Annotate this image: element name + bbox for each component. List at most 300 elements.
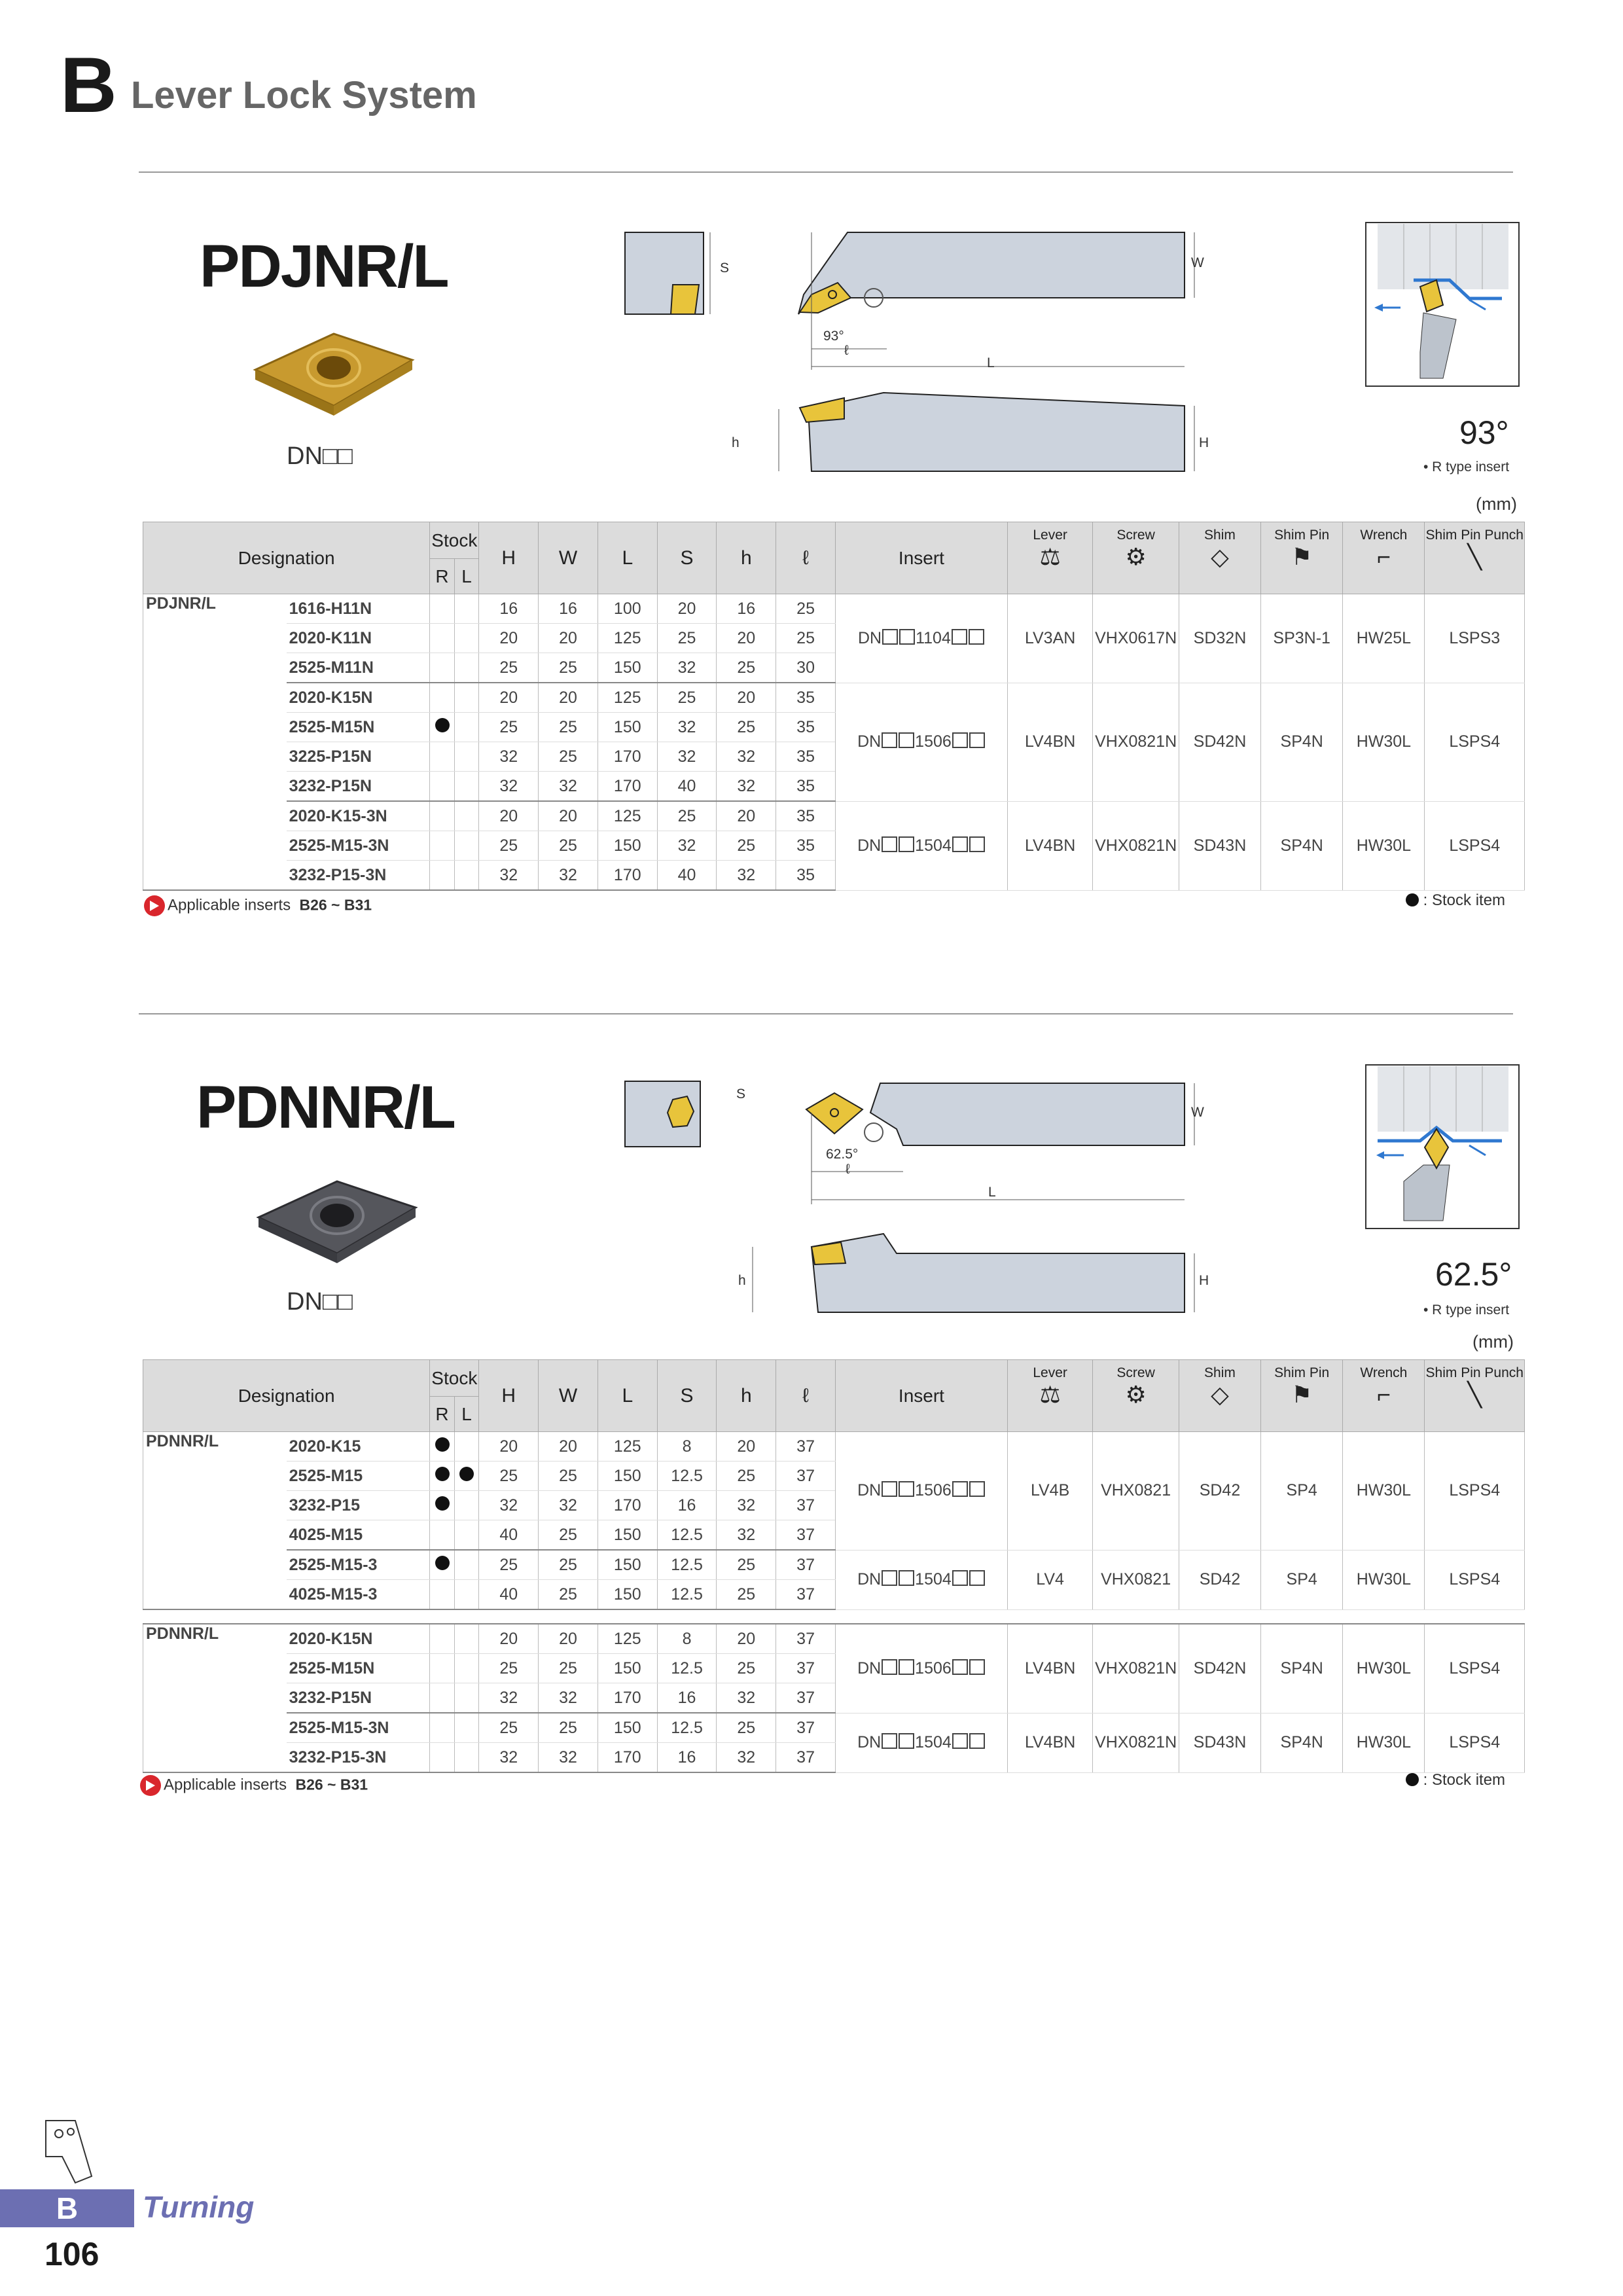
shim-icon: ◇ bbox=[1211, 543, 1229, 570]
stock-r bbox=[430, 1654, 455, 1683]
dim-W: W bbox=[1191, 1105, 1204, 1120]
designation-code: 3232-P15-3N bbox=[287, 861, 430, 891]
arrow-right-icon bbox=[140, 1775, 161, 1796]
dim-value: 32 bbox=[479, 772, 539, 802]
insert-type-label: DN□□ bbox=[287, 1288, 353, 1316]
col-stock-l: L bbox=[454, 1397, 479, 1432]
stock-l bbox=[454, 1520, 479, 1551]
stock-dot-icon bbox=[435, 1467, 450, 1481]
applicable-inserts-note: Applicable inserts B26 ~ B31 bbox=[140, 1775, 368, 1796]
dim-value: 12.5 bbox=[657, 1550, 717, 1580]
dim-value: 25 bbox=[717, 653, 776, 683]
dim-value: 32 bbox=[717, 1683, 776, 1713]
dim-value: 32 bbox=[479, 861, 539, 891]
col-wrench: Wrench ⌐ bbox=[1343, 522, 1425, 594]
divider bbox=[139, 1013, 1513, 1014]
wrench-icon: ⌐ bbox=[1376, 1381, 1391, 1408]
dim-W: W bbox=[1191, 255, 1204, 270]
dim-value: 16 bbox=[479, 594, 539, 624]
lever-icon: ⚖ bbox=[1039, 543, 1061, 570]
dim-value: 20 bbox=[539, 683, 598, 713]
col-h: h bbox=[717, 522, 776, 594]
dim-value: 8 bbox=[657, 1432, 717, 1462]
col-W: W bbox=[539, 522, 598, 594]
family-name: PDJNR/L bbox=[143, 594, 287, 891]
insert-cell: DN 1504 bbox=[835, 1713, 1007, 1772]
wrench-cell: HW30L bbox=[1343, 683, 1425, 801]
shim-cell: SD43N bbox=[1179, 1713, 1260, 1772]
dim-value: 150 bbox=[597, 1462, 657, 1491]
dim-value: 32 bbox=[717, 1743, 776, 1773]
screw-cell: VHX0821N bbox=[1093, 683, 1179, 801]
designation-code: 2525-M11N bbox=[287, 653, 430, 683]
stock-r bbox=[430, 653, 455, 683]
insert-cell: DN 1506 bbox=[835, 1624, 1007, 1713]
col-screw: Screw ⚙ bbox=[1093, 1360, 1179, 1432]
dim-value: 20 bbox=[479, 1432, 539, 1462]
dim-value: 25 bbox=[479, 1462, 539, 1491]
insert-cell: DN 1506 bbox=[835, 1432, 1007, 1551]
table-spacer bbox=[143, 1609, 1525, 1624]
dim-l: ℓ bbox=[844, 343, 849, 358]
designation-code: 1616-H11N bbox=[287, 594, 430, 624]
wrench-cell: HW30L bbox=[1343, 801, 1425, 890]
toolholder-thumbnail-icon bbox=[39, 2117, 98, 2186]
punch-cell: LSPS4 bbox=[1425, 1432, 1525, 1551]
dim-value: 20 bbox=[717, 683, 776, 713]
stock-l bbox=[454, 801, 479, 831]
punch-cell: LSPS3 bbox=[1425, 594, 1525, 683]
shim-pin-icon: ⚑ bbox=[1291, 543, 1313, 570]
dim-value: 25 bbox=[539, 1654, 598, 1683]
designation-code: 3232-P15 bbox=[287, 1491, 430, 1520]
stock-l bbox=[454, 1624, 479, 1654]
col-l: ℓ bbox=[776, 1360, 836, 1432]
dim-value: 37 bbox=[776, 1432, 836, 1462]
stock-dot-icon bbox=[459, 1467, 474, 1481]
table-row bbox=[143, 1713, 1525, 1743]
dim-value: 32 bbox=[657, 653, 717, 683]
punch-icon: ╲ bbox=[1467, 543, 1482, 570]
stock-r bbox=[430, 742, 455, 772]
angle-label-small: 93° bbox=[823, 329, 844, 344]
dim-value: 32 bbox=[717, 861, 776, 891]
designation-code: 2525-M15N bbox=[287, 713, 430, 742]
stock-r bbox=[430, 1491, 455, 1520]
designation-code: 2020-K11N bbox=[287, 624, 430, 653]
dim-value: 25 bbox=[539, 713, 598, 742]
dim-value: 170 bbox=[597, 772, 657, 802]
shim-pin-cell: SP3N-1 bbox=[1261, 594, 1343, 683]
lever-cell: LV4B bbox=[1007, 1432, 1092, 1551]
designation-code: 2020-K15N bbox=[287, 1624, 430, 1654]
toolholder-drawing-pdnnr bbox=[622, 1073, 1224, 1335]
wrench-cell: HW30L bbox=[1343, 1624, 1425, 1713]
family-name: PDNNR/L bbox=[143, 1624, 287, 1772]
wrench-cell: HW30L bbox=[1343, 1713, 1425, 1772]
col-lever: Lever ⚖ bbox=[1007, 522, 1092, 594]
punch-cell: LSPS4 bbox=[1425, 801, 1525, 890]
designation-code: 2020-K15 bbox=[287, 1432, 430, 1462]
dim-value: 150 bbox=[597, 831, 657, 861]
angle-label-small: 62.5° bbox=[826, 1147, 859, 1162]
stock-l bbox=[454, 1713, 479, 1743]
dim-value: 37 bbox=[776, 1654, 836, 1683]
shim-cell: SD42N bbox=[1179, 1624, 1260, 1713]
designation-code: 3232-P15N bbox=[287, 1683, 430, 1713]
lever-cell: LV3AN bbox=[1007, 594, 1092, 683]
dim-value: 40 bbox=[657, 861, 717, 891]
dim-value: 32 bbox=[717, 772, 776, 802]
col-l: ℓ bbox=[776, 522, 836, 594]
stock-r bbox=[430, 772, 455, 802]
dim-value: 25 bbox=[776, 594, 836, 624]
dim-value: 125 bbox=[597, 1432, 657, 1462]
dim-value: 170 bbox=[597, 861, 657, 891]
screw-cell: VHX0821N bbox=[1093, 1713, 1179, 1772]
stock-r bbox=[430, 861, 455, 891]
r-type-note: • R type insert bbox=[1423, 459, 1510, 475]
lever-icon: ⚖ bbox=[1039, 1381, 1061, 1408]
designation-code: 3232-P15-3N bbox=[287, 1743, 430, 1773]
col-designation: Designation bbox=[143, 1360, 430, 1432]
col-stock-r: R bbox=[430, 559, 455, 594]
stock-dot-icon bbox=[1406, 1773, 1419, 1786]
dim-value: 37 bbox=[776, 1743, 836, 1773]
dim-value: 25 bbox=[479, 653, 539, 683]
dim-h: h bbox=[732, 435, 740, 450]
dim-value: 32 bbox=[657, 713, 717, 742]
dim-L: L bbox=[987, 355, 995, 370]
shim-cell: SD42 bbox=[1179, 1432, 1260, 1551]
stock-r bbox=[430, 1462, 455, 1491]
page-number: 106 bbox=[45, 2236, 99, 2272]
dim-value: 32 bbox=[539, 861, 598, 891]
stock-dot-icon bbox=[1406, 893, 1419, 906]
shim-cell: SD43N bbox=[1179, 801, 1260, 890]
dim-value: 32 bbox=[657, 831, 717, 861]
shim-pin-icon: ⚑ bbox=[1291, 1381, 1313, 1408]
dim-value: 25 bbox=[717, 1713, 776, 1743]
r-type-note: • R type insert bbox=[1423, 1302, 1510, 1318]
col-S: S bbox=[657, 1360, 717, 1432]
screw-icon: ⚙ bbox=[1125, 543, 1147, 570]
dim-value: 170 bbox=[597, 1491, 657, 1520]
lever-cell: LV4BN bbox=[1007, 801, 1092, 890]
dim-value: 16 bbox=[717, 594, 776, 624]
shim-cell: SD32N bbox=[1179, 594, 1260, 683]
stock-legend: : Stock item bbox=[1406, 891, 1505, 910]
dim-value: 37 bbox=[776, 1550, 836, 1580]
dim-value: 40 bbox=[479, 1520, 539, 1551]
dim-value: 25 bbox=[479, 1713, 539, 1743]
dim-value: 20 bbox=[717, 624, 776, 653]
family-name: PDNNR/L bbox=[143, 1432, 287, 1610]
stock-dot-icon bbox=[435, 718, 450, 732]
shim-cell: SD42 bbox=[1179, 1550, 1260, 1609]
col-W: W bbox=[539, 1360, 598, 1432]
dim-value: 125 bbox=[597, 624, 657, 653]
dim-value: 170 bbox=[597, 1683, 657, 1713]
applicable-inserts-note: Applicable inserts B26 ~ B31 bbox=[144, 895, 372, 916]
dim-value: 12.5 bbox=[657, 1462, 717, 1491]
shim-pin-cell: SP4 bbox=[1261, 1432, 1343, 1551]
punch-icon: ╲ bbox=[1467, 1381, 1482, 1408]
section-name: Turning bbox=[143, 2190, 255, 2224]
dim-l: ℓ bbox=[846, 1162, 850, 1177]
dim-value: 25 bbox=[657, 683, 717, 713]
spec-table-pdnnr bbox=[143, 1359, 1525, 1773]
insert-cell: DN 1506 bbox=[835, 683, 1007, 801]
dim-value: 16 bbox=[657, 1743, 717, 1773]
table-row bbox=[143, 801, 1525, 831]
dim-value: 35 bbox=[776, 742, 836, 772]
approach-angle: 93° bbox=[1459, 414, 1509, 451]
dim-value: 20 bbox=[539, 1624, 598, 1654]
designation-code: 2525-M15N bbox=[287, 1654, 430, 1683]
lever-cell: LV4 bbox=[1007, 1550, 1092, 1609]
col-L: L bbox=[597, 1360, 657, 1432]
dim-value: 40 bbox=[479, 1580, 539, 1610]
dim-value: 32 bbox=[479, 1491, 539, 1520]
dim-value: 35 bbox=[776, 772, 836, 802]
stock-r bbox=[430, 1520, 455, 1551]
dim-h: h bbox=[738, 1273, 746, 1288]
shim-cell: SD42N bbox=[1179, 683, 1260, 801]
dim-value: 16 bbox=[539, 594, 598, 624]
dim-value: 12.5 bbox=[657, 1520, 717, 1551]
dim-value: 37 bbox=[776, 1520, 836, 1551]
table-row bbox=[143, 1550, 1525, 1580]
dim-value: 25 bbox=[539, 1580, 598, 1610]
dim-value: 20 bbox=[539, 801, 598, 831]
dim-value: 25 bbox=[717, 713, 776, 742]
shim-pin-cell: SP4N bbox=[1261, 1624, 1343, 1713]
dim-value: 25 bbox=[539, 1520, 598, 1551]
dim-value: 40 bbox=[657, 772, 717, 802]
col-stock-r: R bbox=[430, 1397, 455, 1432]
stock-r bbox=[430, 1580, 455, 1610]
shim-pin-cell: SP4N bbox=[1261, 801, 1343, 890]
dim-value: 20 bbox=[539, 1432, 598, 1462]
dim-value: 35 bbox=[776, 713, 836, 742]
col-L: L bbox=[597, 522, 657, 594]
designation-code: 2525-M15-3N bbox=[287, 831, 430, 861]
shim-pin-cell: SP4 bbox=[1261, 1550, 1343, 1609]
table-row bbox=[143, 1432, 1525, 1462]
dim-value: 25 bbox=[479, 1550, 539, 1580]
stock-dot-icon bbox=[435, 1496, 450, 1511]
punch-cell: LSPS4 bbox=[1425, 1713, 1525, 1772]
dim-L: L bbox=[988, 1185, 996, 1200]
dim-value: 150 bbox=[597, 1550, 657, 1580]
cutting-diagram-pdnnr bbox=[1364, 1064, 1522, 1230]
dim-value: 30 bbox=[776, 653, 836, 683]
stock-l bbox=[454, 1683, 479, 1713]
dim-value: 37 bbox=[776, 1713, 836, 1743]
dim-value: 20 bbox=[479, 1624, 539, 1654]
stock-l bbox=[454, 1743, 479, 1773]
dim-value: 20 bbox=[479, 683, 539, 713]
stock-l bbox=[454, 653, 479, 683]
stock-r bbox=[430, 1743, 455, 1773]
stock-r bbox=[430, 1432, 455, 1462]
dim-value: 16 bbox=[657, 1683, 717, 1713]
table-row bbox=[143, 683, 1525, 713]
dim-value: 32 bbox=[717, 1491, 776, 1520]
col-punch: Shim Pin Punch ╲ bbox=[1425, 1360, 1525, 1432]
designation-code: 2525-M15 bbox=[287, 1462, 430, 1491]
dim-value: 150 bbox=[597, 653, 657, 683]
col-stock: Stock bbox=[430, 522, 479, 559]
col-shim-pin: Shim Pin ⚑ bbox=[1261, 522, 1343, 594]
dim-value: 32 bbox=[479, 742, 539, 772]
dim-value: 25 bbox=[539, 1462, 598, 1491]
col-stock: Stock bbox=[430, 1360, 479, 1397]
divider bbox=[139, 171, 1513, 173]
dim-value: 150 bbox=[597, 1580, 657, 1610]
dim-value: 25 bbox=[539, 831, 598, 861]
dim-value: 25 bbox=[539, 1713, 598, 1743]
stock-l bbox=[454, 831, 479, 861]
punch-cell: LSPS4 bbox=[1425, 1550, 1525, 1609]
chapter-letter: B bbox=[60, 41, 117, 129]
dim-value: 150 bbox=[597, 1520, 657, 1551]
stock-r bbox=[430, 713, 455, 742]
designation-code: 2525-M15-3N bbox=[287, 1713, 430, 1743]
dim-S: S bbox=[736, 1086, 746, 1102]
dim-value: 150 bbox=[597, 1713, 657, 1743]
stock-l bbox=[454, 1491, 479, 1520]
insert-cell: DN 1504 bbox=[835, 801, 1007, 890]
dim-value: 100 bbox=[597, 594, 657, 624]
dim-S: S bbox=[720, 260, 730, 276]
stock-r bbox=[430, 1683, 455, 1713]
col-H: H bbox=[479, 1360, 539, 1432]
stock-l bbox=[454, 1580, 479, 1610]
stock-dot-icon bbox=[435, 1437, 450, 1452]
dim-value: 32 bbox=[479, 1743, 539, 1773]
dim-value: 16 bbox=[657, 1491, 717, 1520]
col-h: h bbox=[717, 1360, 776, 1432]
insert-type-label: DN□□ bbox=[287, 442, 353, 470]
dim-value: 125 bbox=[597, 1624, 657, 1654]
designation-code: 4025-M15-3 bbox=[287, 1580, 430, 1610]
dim-value: 25 bbox=[717, 831, 776, 861]
table-row bbox=[143, 594, 1525, 624]
dim-value: 12.5 bbox=[657, 1713, 717, 1743]
stock-r bbox=[430, 1550, 455, 1580]
designation-code: 3225-P15N bbox=[287, 742, 430, 772]
dim-value: 25 bbox=[479, 831, 539, 861]
arrow-right-icon bbox=[144, 895, 165, 916]
screw-cell: VHX0821N bbox=[1093, 1624, 1179, 1713]
dim-value: 25 bbox=[539, 653, 598, 683]
dim-value: 150 bbox=[597, 1654, 657, 1683]
stock-l bbox=[454, 594, 479, 624]
insert-cell: DN 1504 bbox=[835, 1550, 1007, 1609]
dim-value: 20 bbox=[539, 624, 598, 653]
spec-table-pdjnr bbox=[143, 522, 1525, 891]
dim-value: 20 bbox=[717, 1432, 776, 1462]
col-insert: Insert bbox=[835, 1360, 1007, 1432]
col-shim: Shim ◇ bbox=[1179, 1360, 1260, 1432]
wrench-icon: ⌐ bbox=[1376, 543, 1391, 570]
stock-l bbox=[454, 742, 479, 772]
col-S: S bbox=[657, 522, 717, 594]
dim-value: 20 bbox=[657, 594, 717, 624]
dim-value: 8 bbox=[657, 1624, 717, 1654]
stock-r bbox=[430, 1624, 455, 1654]
dim-value: 12.5 bbox=[657, 1580, 717, 1610]
stock-l bbox=[454, 683, 479, 713]
unit-label: (mm) bbox=[1476, 494, 1517, 514]
shim-pin-cell: SP4N bbox=[1261, 683, 1343, 801]
dim-value: 125 bbox=[597, 683, 657, 713]
dim-value: 32 bbox=[539, 1743, 598, 1773]
dim-value: 20 bbox=[717, 1624, 776, 1654]
stock-r bbox=[430, 594, 455, 624]
col-punch: Shim Pin Punch ╲ bbox=[1425, 522, 1525, 594]
dim-value: 25 bbox=[479, 1654, 539, 1683]
insert-image-gold bbox=[249, 321, 419, 419]
dim-value: 32 bbox=[539, 1491, 598, 1520]
insert-image-dark bbox=[252, 1168, 422, 1266]
col-wrench: Wrench ⌐ bbox=[1343, 1360, 1425, 1432]
dim-value: 150 bbox=[597, 713, 657, 742]
lever-cell: LV4BN bbox=[1007, 683, 1092, 801]
toolholder-drawing-pdjnr bbox=[622, 223, 1224, 484]
dim-value: 25 bbox=[717, 1580, 776, 1610]
stock-l bbox=[454, 713, 479, 742]
shim-icon: ◇ bbox=[1211, 1381, 1229, 1408]
col-lever: Lever ⚖ bbox=[1007, 1360, 1092, 1432]
dim-value: 32 bbox=[717, 1520, 776, 1551]
screw-cell: VHX0617N bbox=[1093, 594, 1179, 683]
stock-legend: : Stock item bbox=[1406, 1771, 1505, 1789]
dim-value: 25 bbox=[657, 624, 717, 653]
dim-value: 32 bbox=[657, 742, 717, 772]
designation-code: 2525-M15-3 bbox=[287, 1550, 430, 1580]
dim-value: 32 bbox=[717, 742, 776, 772]
dim-value: 37 bbox=[776, 1624, 836, 1654]
dim-value: 12.5 bbox=[657, 1654, 717, 1683]
dim-value: 32 bbox=[479, 1683, 539, 1713]
shim-pin-cell: SP4N bbox=[1261, 1713, 1343, 1772]
chapter-tab[interactable]: B bbox=[0, 2189, 134, 2227]
dim-value: 32 bbox=[539, 1683, 598, 1713]
dim-value: 35 bbox=[776, 801, 836, 831]
stock-l bbox=[454, 1550, 479, 1580]
stock-l bbox=[454, 624, 479, 653]
stock-dot-icon bbox=[435, 1556, 450, 1570]
col-shim-pin: Shim Pin ⚑ bbox=[1261, 1360, 1343, 1432]
col-shim: Shim ◇ bbox=[1179, 522, 1260, 594]
stock-r bbox=[430, 683, 455, 713]
col-H: H bbox=[479, 522, 539, 594]
dim-value: 32 bbox=[539, 772, 598, 802]
dim-value: 170 bbox=[597, 742, 657, 772]
lever-cell: LV4BN bbox=[1007, 1624, 1092, 1713]
page-title: Lever Lock System bbox=[131, 74, 477, 117]
dim-value: 20 bbox=[479, 624, 539, 653]
punch-cell: LSPS4 bbox=[1425, 683, 1525, 801]
screw-cell: VHX0821N bbox=[1093, 801, 1179, 890]
col-designation: Designation bbox=[143, 522, 430, 594]
dim-value: 37 bbox=[776, 1491, 836, 1520]
lever-cell: LV4BN bbox=[1007, 1713, 1092, 1772]
wrench-cell: HW30L bbox=[1343, 1432, 1425, 1551]
